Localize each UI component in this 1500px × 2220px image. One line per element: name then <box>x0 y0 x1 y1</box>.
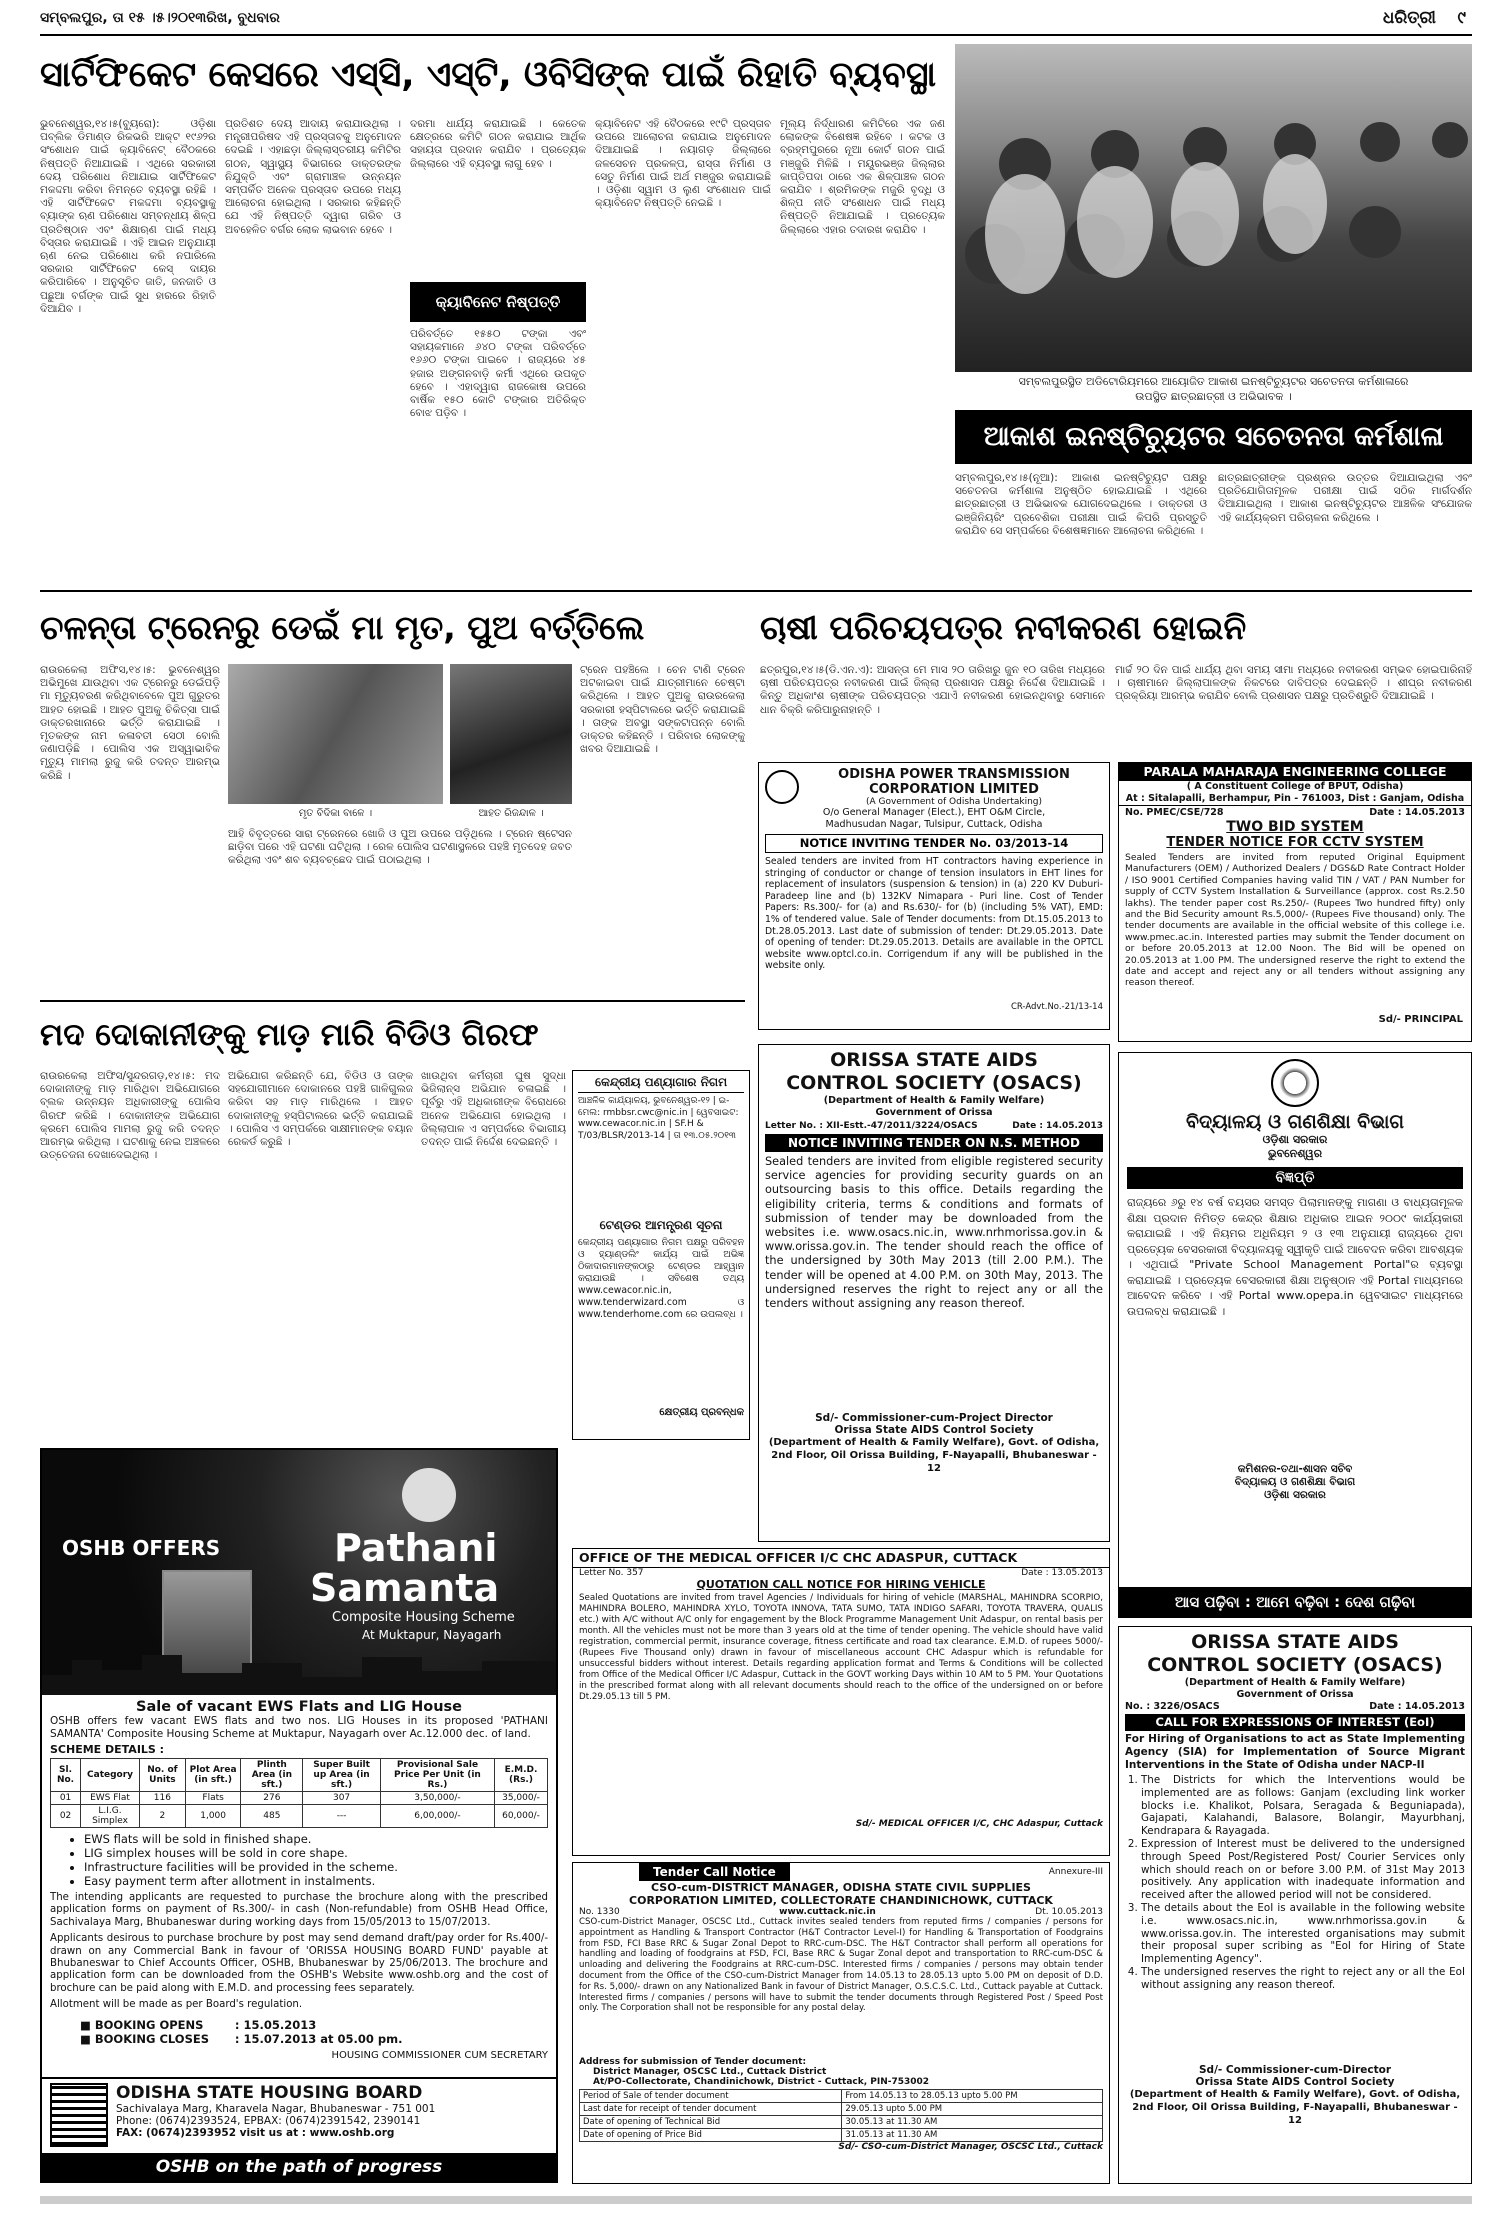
oscsc-schedule-table <box>579 2089 1103 2142</box>
optcl-office1: O/o General Manager (Elect.), EHT O&M Circle, <box>822 807 1046 818</box>
story1-col1: ଭୁବନେଶ୍ୱର,୧୪।୫(ବ୍ୟୁରୋ): ଓଡ଼ିଶା ପବ୍ଲିକ ଡିମାଣ୍ଡ ରିକଭରି ଆକ୍ଟ ୧୯୬୨ର ସଂଶୋଧନ ପାଇଁ କ୍ୟାବିନେଟ୍ ବୈଠକରେ ନିଷ୍ପତ୍ତି ନିଆଯାଇଛି । ଏଥିରେ ସରକାରୀ ଦେୟ ପରିଶୋଧ ନିଆଯାଇ ସାର୍ଟିଫିକେଟ ମକଦ୍ଦମା କରିବା ନିମନ୍ତେ ବ୍ୟବସ୍ଥା ରହିଛି । ଏହି ସାର୍ଟିଫିକେଟ ମକଦ୍ଦମା ବ୍ୟବସ୍ଥାକୁ ବ୍ୟାଙ୍କ ଋଣ ପରିଶୋଧ ସମ୍ବନ୍ଧୀୟ ଶିଳ୍ପ ପ୍ରତିଷ୍ଠାନ ଏବଂ ଶିକ୍ଷାଋଣ ପାଇଁ ମଧ୍ୟ ବିସ୍ତାର କରାଯାଇଛି । ଏହି ଆଇନ ଅନୁଯାୟୀ ଋଣ ନେଇ ପରିଶୋଧ କରି ନପାରିଲେ ସରକାର ସାର୍ଟିଫିକେଟ କେସ୍ ଦାୟର କରିପାରିବେ । ଅନୁସୂଚିତ ଜାତି, ଜନଜାତି ଓ ପଛୁଆ ବର୍ଗଙ୍କ ପାଇଁ ସୁଧ ହାରରେ ରିହାତି ଦିଆଯିବ । <box>40 118 216 315</box>
table-cell: L.I.G. Simplex <box>81 1805 140 1828</box>
oscsc-addr2: At/PO-Collectorate, Chandinichowk, District - Cuttack, PIN-753002 <box>593 2077 930 2087</box>
cwc-sign: କ୍ଷେତ୍ରୀୟ ପ୍ରବନ୍ଧକ <box>659 1407 744 1418</box>
table-row <box>580 2090 1103 2103</box>
table-row <box>51 1792 548 1805</box>
osacs1-notice: NOTICE INVITING TENDER ON N.S. METHOD <box>765 1134 1103 1152</box>
story5-col2: ଅଭିଯୋଗ କରିଛନ୍ତି ଯେ, ବିଡିଓ ଓ ତାଙ୍କ ସହଯୋଗୀମାନେ ଦୋକାନରେ ପହଞ୍ଚି ଗାଳିଗୁଲଜ କରିବା ସହ ମାଡ଼ ମାରିଥିଲେ । ଆହତ ଦୋକାନୀଙ୍କୁ ହସ୍ପିଟାଲରେ ଭର୍ତ୍ତି କରାଯାଇଛି । ପୋଲିସ ଏ ସମ୍ପର୍କରେ ସାକ୍ଷୀମାନଙ୍କ ବୟାନ ରେକର୍ଡ କରୁଛି । <box>228 1070 413 1149</box>
oshb-open-value: 15.05.2013 <box>243 2017 317 2032</box>
table-cell: 3,50,000/- <box>380 1792 494 1805</box>
table-cell: 02 <box>51 1805 81 1828</box>
osacs2-no: No. : 3226/OSACS <box>1125 1701 1220 1712</box>
oshb-banner <box>42 1450 556 1695</box>
oshb-board: ODISHA STATE HOUSING BOARD <box>116 2083 423 2103</box>
list-item: 4. The undersigned reserves the right to reject any or all the EoI without assigning any reason thereof. <box>1141 1966 1465 1992</box>
oscsc-h2: CORPORATION LIMITED, COLLECTORATE CHANDINICHOWK, CUTTACK <box>629 1894 1053 1907</box>
skyline-graphic <box>42 1635 556 1695</box>
oshb-th: No. of Units <box>139 1759 185 1792</box>
osacs2-date: Date : 14.05.2013 <box>1369 1701 1465 1712</box>
table-cell: Period of Sale of tender document <box>580 2090 842 2103</box>
masthead-brand: ଧରିତ୍ରୀ <box>1382 8 1436 28</box>
divider-1 <box>40 590 1472 592</box>
oshb-addr: Sachivalaya Marg, Kharavela Nagar, Bhubaneswar - 751 001 <box>116 2103 436 2115</box>
story4-col2: ମାର୍ଚ୍ଚ ୨୦ ଦିନ ପାଇଁ ଧାର୍ଯ୍ୟ ଥିବା ସମୟ ସୀମା ମଧ୍ୟରେ ନବୀକରଣ ସମ୍ଭବ ହୋଇପାରିନାହିଁ । ଚାଷୀମାନେ ଜିଲ୍ଲାପାଳଙ୍କ ନିକଟରେ ଦାବିପତ୍ର ଦେଇଛନ୍ତି । ଶୀଘ୍ର ନବୀକରଣ ପ୍ରକ୍ରିୟା ଆରମ୍ଭ କରାଯିବ ବୋଲି ପ୍ରଶାସନ ପକ୍ଷରୁ ପ୍ରତିଶ୍ରୁତି ଦିଆଯାଇଛି । <box>1115 664 1472 703</box>
oshb-p3: Allotment will be made as per Board's regulation. <box>50 1999 303 2011</box>
pmec-sign: Sd/- PRINCIPAL <box>1378 1014 1463 1025</box>
pmec-h1: TWO BID SYSTEM <box>1226 819 1364 835</box>
oshb-th: Sl. No. <box>51 1759 81 1792</box>
table-cell: 307 <box>303 1792 381 1805</box>
story1-col5: ମୂଲ୍ୟ ନିର୍ଦ୍ଧାରଣ କମିଟିରେ ଏକ ଜଣ ଲୋକଙ୍କ ବିଶେଷଜ୍ଞ ରହିବେ । କଟକ ଓ ବ୍ରହ୍ମପୁରରେ ନୂଆ କୋର୍ଟ ଗଠନ ପାଇଁ ମଞ୍ଜୁରି ମିଳିଛି । ମୟୂରଭଞ୍ଜ ଜିଲ୍ଲାର କାପ୍ତିପଦା ଠାରେ ଏକ ଶିଳ୍ପାଞ୍ଚଳ ଗଠନ କରାଯିବ । ଶ୍ରମିକଙ୍କ ମଜୁରି ବୃଦ୍ଧି ଓ ଶିଳ୍ପ ନୀତି ସଂଶୋଧନ ପାଇଁ ମଧ୍ୟ ନିଷ୍ପତ୍ତି ନିଆଯାଇଛି । ପ୍ରତ୍ୟେକ ଜିଲ୍ଲାରେ ଏହାର ତଦାରଖ କରାଯିବ । <box>780 118 945 236</box>
oshb-p1: The intending applicants are requested to purchase the brochure along with the prescribed application forms on payment of Rs.300/- in cash (Non-refundable) from OSHB Head Office, Sachivalaya Marg, Bhubaneswar during working days from 15/05/2013 to 15/07/2013. <box>50 1892 548 1928</box>
pmec-title: PARALA MAHARAJA ENGINEERING COLLEGE <box>1119 763 1471 781</box>
optcl-title2: CORPORATION LIMITED <box>869 782 1039 797</box>
bottom-rule <box>40 2196 1472 2204</box>
chc-sign: Sd/- MEDICAL OFFICER I/C, CHC Adaspur, Cuttack <box>855 1819 1103 1829</box>
list-item: 1. The Districts for which the Interventions would be implemented are as follows: Ganjam (excluding link worker blocks i.e. Khalikot, Polsara, Seragada & Beguniapada), Gajapati, Kalahandi, Balasore, Bolangir, Mayurbhanj, Kendrapara & Rayagada. <box>1141 1774 1465 1838</box>
osacs1-gov: Government of Orissa <box>875 1107 993 1118</box>
pmec-h2: TENDER NOTICE FOR CCTV SYSTEM <box>1166 835 1424 850</box>
chc-title: OFFICE OF THE MEDICAL OFFICER I/C CHC ADASPUR, CUTTACK <box>573 1549 1109 1568</box>
oshb-th: Category <box>81 1759 140 1792</box>
vid-title: ବିଦ୍ୟାଳୟ ଓ ଗଣଶିକ୍ଷା ବିଭାଗ <box>1186 1111 1404 1133</box>
oshb-th: Provisional Sale Price Per Unit (in Rs.) <box>380 1759 494 1792</box>
oscsc-addr-h: Address for submission of Tender document: <box>579 2057 807 2067</box>
divider-2 <box>40 1000 745 1002</box>
osacs1-title2: CONTROL SOCIETY (OSACS) <box>786 1072 1082 1094</box>
story2-headline-bar <box>955 410 1472 464</box>
pmec-sub: ( A Constituent College of BPUT, Odisha) <box>1186 781 1404 792</box>
table-cell: Date of opening of Price Bid <box>580 2129 842 2142</box>
story4-headline: ଚାଷୀ ପରିଚୟପତ୍ର ନବୀକରଣ ହୋଇନି <box>760 608 1247 647</box>
oshb-open-label: BOOKING OPENS <box>94 2017 204 2032</box>
story3-col1: ରାଉରକେଲା ଅଫିସ,୧୪।୫: ଭୁବନେଶ୍ୱର ଅଭିମୁଖେ ଯାଉଥିବା ଏକ ଟ୍ରେନରୁ ଡେଇଁପଡ଼ି ମା ମୃତ୍ୟୁବରଣ କରିଥିବାବେଳେ ପୁଅ ଗୁରୁତର ଆହତ ହୋଇଛି । ଆହତ ପୁଅକୁ ଚିକିତ୍ସା ପାଇଁ ଡାକ୍ତରଖାନାରେ ଭର୍ତ୍ତି କରାଯାଇଛି । ମୃତକଙ୍କ ନାମ କଳାବତୀ ସେଠୀ ବୋଲି ଜଣାପଡ଼ିଛି । ପୋଲିସ ଏକ ଅସ୍ୱାଭାବିକ ମୃତ୍ୟୁ ମାମଲା ରୁଜୁ କରି ତଦନ୍ତ ଆରମ୍ଭ କରିଛି । <box>40 664 220 782</box>
vid-s1: କମିଶନର-ତଥା-ଶାସନ ସଚିବ <box>1237 1463 1353 1475</box>
photo1-caption-line1: ସମ୍ବଲପୁରସ୍ଥିତ ଅଡିଟୋରିୟମରେ ଆୟୋଜିତ ଆକାଶ ଇନଷ୍ଟିଚ୍ୟୁଟର ସଚେତନତା କର୍ମଶାଳାରେ <box>1018 375 1409 388</box>
ad-osacs-2 <box>1118 1626 1472 2184</box>
osacs1-letter: Letter No. : XII-Estt.-47/2011/3224/OSACS <box>765 1121 978 1131</box>
ad-osacs-1 <box>758 1044 1110 1542</box>
vid-band: ବିଜ୍ଞପ୍ତି <box>1127 1167 1463 1189</box>
list-item: • EWS flats will be sold in finished shape. <box>84 1832 548 1846</box>
list-item: • Easy payment term after allotment in instalments. <box>84 1874 548 1888</box>
oshb-scheme-table <box>50 1758 548 1828</box>
cwc-h2: ଟେଣ୍ଡର ଆମନ୍ତ୍ରଣ ସୂଚନା <box>599 1218 723 1232</box>
table-cell: 1,000 <box>185 1805 241 1828</box>
photo1-caption-line2: ଉପସ୍ଥିତ ଛାତ୍ରଛାତ୍ରୀ ଓ ଅଭିଭାବକ । <box>1135 390 1292 403</box>
vid-s3: ଓଡ଼ିଶା ସରକାର <box>1264 1489 1326 1501</box>
oshb-name1: Pathani <box>334 1526 498 1570</box>
caption-injured: ଆହତ ରିଜନ୍ଦାଳ । <box>478 808 544 819</box>
masthead-date: ସମ୍ବଲପୁର, ତା ୧୫ ।୫।୨୦୧୩ରିଖ, ବୁଧବାର <box>40 10 280 26</box>
optcl-body: Sealed tenders are invited from HT contractors having experience in stringing of conductor or change of tension insulators in EHT lines for replacement of insulators (suspension & tension) in (a) 220 KV Duburi-Paradeep line and (b) 132KV Nimapara - Puri line. Cost of Tender Papers: Rs.300/- for (a) and Rs.630/- for (b) (including 5% VAT), EMD: 1% of tendered value. Sale of Tender documents: from Dt.15.05.2013 to Dt.28.05.2013. Last date of submission of tender: Dt.29.05.2013. Date of opening of tender: Dt.29.05.2013. Details are available in the OPTCL website www.optcl.co.in. Corrigendum if any will be published in the website only. <box>765 856 1103 972</box>
osacs2-items <box>1125 1774 1465 2060</box>
oshb-sec: HOUSING COMMISSIONER CUM SECRETARY <box>331 2049 548 2061</box>
list-item: 2. Expression of Interest must be delivered to the undersigned through Speed Post/Registered Post/ Courier Services only which should reach on or before 3.00 P.M. of 31st May 2013 positively. Any application with inadequate information and received after the allowed period will not be considered. <box>1141 1838 1465 1902</box>
bullet-icon: ■ <box>80 2017 95 2032</box>
masthead <box>40 6 1472 32</box>
osacs1-title1: ORISSA STATE AIDS <box>830 1049 1038 1071</box>
oscsc-title: Tender Call Notice <box>639 1863 790 1881</box>
pmec-body: Sealed Tenders are invited from reputed Original Equipment Manufacturers (OEM) / Authorized Dealers / DGS&D Rate Contract Holder / ISO 9001 Certified Companies having valid TIN / VAT / PAN Number for supply of CCTV System Installation & Surveillance (approx. cost Rs.2.50 lakhs). The tender paper cost Rs.250/- (Rupees Two hundred fifty) only and the Bid Security amount Rs.5,000/- (Rupees Five thousand) only. The tender documents are available in the official website of this college i.e. www.pmec.ac.in. Interested parties may submit the Tender document on or before 20.05.2013 at 12.00 Noon. The Bid will be opened on 20.05.2013 at 1.00 PM. The undersigned reserve the right to extend the date and accept and reject any or all tenders without assigning any reason thereof. <box>1125 852 1465 989</box>
chc-notice: QUOTATION CALL NOTICE FOR HIRING VEHICLE <box>696 1578 986 1591</box>
table-cell: 01 <box>51 1792 81 1805</box>
story4-col1: ଛତ୍ରପୁର,୧୪।୫(ଡି.ଏନ.ଏ): ଆସନ୍ତା ମେ ମାସ ୨୦ ତାରିଖରୁ ଜୁନ ୧୦ ତାରିଖ ମଧ୍ୟରେ ଚାଷୀ ପରିଚୟପତ୍ର ନବୀକରଣ ପାଇଁ ଜିଲ୍ଲା ପ୍ରଶାସନ ପକ୍ଷରୁ ନିର୍ଦ୍ଦେଶ ଦିଆଯାଇଛି । କିନ୍ତୁ ଅଧିକାଂଶ ଚାଷୀଙ୍କ ପରିଚୟପତ୍ର ଏଯାଏଁ ନବୀକରଣ ହୋଇନଥିବାରୁ ସେମାନେ ଧାନ ବିକ୍ରି କରିପାରୁନାହାନ୍ତି । <box>760 664 1105 716</box>
story1-col2: ପ୍ରତିଶତ ଦେୟ ଆଦାୟ କରାଯାଉଥିଲା । ମନ୍ତ୍ରୀପରିଷଦ ଏହି ପ୍ରସ୍ତାବକୁ ଅନୁମୋଦନ ଦେଇଛି । ଏହାଛଡ଼ା ଜିଲ୍ଲାସ୍ତରୀୟ କମିଟିର ଗଠନ, ସ୍ୱାସ୍ଥ୍ୟ ବିଭାଗରେ ଡାକ୍ତରଙ୍କ ନିଯୁକ୍ତି ଏବଂ ଗ୍ରାମାଞ୍ଚଳ ଉନ୍ନୟନ ସମ୍ପର୍କିତ ଅନେକ ପ୍ରସ୍ତାବ ଉପରେ ମଧ୍ୟ ଆଲୋଚନା ହୋଇଥିଲା । ସରକାର କହିଛନ୍ତି ଯେ ଏହି ନିଷ୍ପତ୍ତି ଦ୍ୱାରା ଗରିବ ଓ ଅବହେଳିତ ବର୍ଗର ଲୋକ ଲାଭବାନ ହେବେ । <box>225 118 401 236</box>
story1-col4: କ୍ୟାବିନେଟ ଏହି ବୈଠକରେ ୧୯ଟି ପ୍ରସ୍ତାବ ଉପରେ ଆଲୋଚନା କରାଯାଇ ଅନୁମୋଦନ ଦିଆଯାଇଛି । ନୟାଗଡ଼ ଜିଲ୍ଲାରେ ଜଳସେଚନ ପ୍ରକଳ୍ପ, ରାସ୍ତା ନିର୍ମାଣ ଓ ସେତୁ ନିର୍ମାଣ ପାଇଁ ଅର୍ଥ ମଞ୍ଜୁର କରାଯାଇଛି । ଓଡ଼ିଶା ସ୍ୱାମ ଓ ଲୁଣ ସଂଶୋଧନ ପାଇଁ କ୍ୟାବିନେଟ ନିଷ୍ପତ୍ତି ନେଇଛି । <box>595 118 771 210</box>
table-cell: 276 <box>241 1792 303 1805</box>
ad-pmec <box>1118 762 1472 1042</box>
chc-body: Sealed Quotations are invited from travel Agencies / Individuals for hiring of vehicle (MARSHAL, MAHINDRA SCORPIO, MAHINDRA BOLERO, MAHINDRA XYLO, TOYOTA INNOVA, TATA SUMO, TATA INDIGO SAFARI, TOYOTA TRAVERA, QUALIS etc.) with A/C without A/C only for engagement by the Block Programme Management Unit Adaspur, on rental basis per month. All the vehicles must not be more than 3 years old at the time of tender opening. The vehicle should have valid registration, commercial permit, insurance coverage, fitness certificate and road tax clearance. E.M.D. of rupees 5000/- (Rupees Five Thousand only) drawn in favour of miscellaneous account CHC Adaspur which is refundable for unsuccessful bidders without interest. Details regarding application format and Terms & Conditions will be collected from Office of the Medical Officer I/C Adaspur, Cuttack in the GOVT working Days within 10 AM to 5 PM. Your Quotations in the prescribed format along with all relevant documents should reach to the office of the undersigned on or before Dt.29.05.13 till 5 PM. <box>579 1593 1103 1702</box>
oshb-th: Super Built up Area (in sft.) <box>303 1759 381 1792</box>
table-row <box>580 2103 1103 2116</box>
table-row <box>580 2116 1103 2129</box>
table-cell: 2 <box>139 1805 185 1828</box>
oshb-table-header <box>51 1759 548 1792</box>
table-cell: EWS Flat <box>81 1792 140 1805</box>
table-cell: Date of opening of Technical Bid <box>580 2116 842 2129</box>
table-cell: 30.05.13 at 11.30 AM <box>842 2116 1103 2129</box>
oshb-logo-icon <box>50 2083 108 2147</box>
ad-cwc <box>572 1070 750 1440</box>
bullet-icon: ■ <box>80 2031 95 2046</box>
story5-col1: ରାଉରକେଲା ଅଫିସ/ସୁନ୍ଦରଗଡ଼,୧୪।୫: ମଦ ଦୋକାନୀଙ୍କୁ ମାଡ଼ ମାରିଥିବା ଅଭିଯୋଗରେ ବ୍ଲକ ଉନ୍ନୟନ ଅଧିକାରୀଙ୍କୁ ପୋଲିସ ଗିରଫ କରିଛି । ଦୋକାନୀଙ୍କ ଅଭିଯୋଗ କ୍ରମେ ପୋଲିସ ମାମଲା ରୁଜୁ କରି ତଦନ୍ତ ଆରମ୍ଭ କରିଥିଲା । ଘଟଣାକୁ ନେଇ ଅଞ୍ଚଳରେ ଉତ୍ତେଜନା ଦେଖାଦେଇଥିଲା । <box>40 1070 220 1162</box>
ad-oshb: OSHB OFFERS Pathani Samanta Composite Housing Scheme At Muktapur, Nayagarh Sale of vacant EWS Flats and LIG House OSHB offers few vacant EWS flats and two nos. LIG Houses in its proposed 'PATHANI SAMANTA' Composite Housing Scheme at Muktapur, Nayagarh over Ac.12.000 dec. of land. SCHEME DETAILS : Sl. No. Category No. of Units Plot Area (in sft.) Plinth Area (in sft.) Super Built up Area (in sft.) Provisional Sale Price Per Unit (in Rs.) E.M.D. (Rs.) 01 EWS Flat 116 Flats 276 307 3,50,000/- 35,000/- 02 L.I.G. Simplex 2 1,000 485 --- 6,00,000/- 60,000/- • EWS flats will be sold in finished shape. • LIG simplex houses will be sold in core shape. • Infrastructure facilities will be provided in the scheme. • Easy payment term after allotment in instalments. The intending applicants are requested to purchase the brochure along with the prescribed application forms on payment of Rs.300/- in cash (Non-refundable) from OSHB Head Office, Sachivalaya Marg, Bhubaneswar during working days from 15/05/2013 to 15/07/2013. Applicants desirous to purchase brochure by post may send demand draft/pay order for Rs.400/- drawn on any Commercial Bank in favour of 'ORISSA HOUSING BOARD FUND' payable at Bhubaneswar to Chief Accounts Officer, OSHB, Bhubaneswar by 25/06/2013. The brochure and application form can be downloaded from the OSHB's Website www.oshb.org and the cost of brochure can be paid along with E.M.D. and processing fees separately. Allotment will be made as per Board's regulation. ■ BOOKING OPENS : 15.05.2013 ■ BOOKING CLOSES : 15.07.2013 at 05.00 pm. HOUSING COMMISSIONER CUM SECRETARY ODISHA STATE HOUSING BOARD Sachivalaya Marg, Kharavela Nagar, Bhubaneswar - 751 001 Phone: (0674)2393524, EPBAX: (0674)2391542, 2390141 FAX: (0674)2393952 visit us at : www.oshb.org OSHB on the path of progress <box>40 1448 558 2183</box>
photo1-caption <box>955 374 1472 406</box>
photo-deceased <box>228 664 443 804</box>
ad-oscsc <box>572 1862 1110 2184</box>
story1-col3: ଦରମା ଧାର୍ଯ୍ୟ କରାଯାଇଛି । କେତେକ କ୍ଷେତ୍ରରେ କମିଟି ଗଠନ କରାଯାଇ ଆର୍ଥିକ ସହାୟତା ପ୍ରଦାନ କରାଯିବ । ପ୍ରତ୍ୟେକ ଜିଲ୍ଲାରେ ଏହି ବ୍ୟବସ୍ଥା ଲାଗୁ ହେବ । <box>410 118 586 170</box>
oshb-name2: Samanta <box>310 1566 500 1610</box>
story3-col2: ଆହି ବିବୃତ୍ତରେ ସାରା ଟ୍ରେନରେ ଖୋଜି ଓ ପୁଅ ଉପରେ ପଡ଼ିଥିଲେ । ଟ୍ରେନ ଷ୍ଟେସନ ଛାଡ଼ିବା ପରେ ଏହି ଘଟଣା ଘଟିଥିଲା । ରେଳ ପୋଲିସ ଘଟଣାସ୍ଥଳରେ ପହଞ୍ଚି ମୃତଦେହ ଜବତ କରିଥିଲା ଏବଂ ଶବ ବ୍ୟବଚ୍ଛେଦ ପାଇଁ ପଠାଇଥିଲା । <box>228 828 572 867</box>
list-item: 3. The details about the EoI is available in the following website i.e. www.osacs.nic.in, www.nrhmorissa.gov.in & www.orissa.gov.in. The interested organisations may submit their proposal super scribing as "EoI for Hiring of State Implementing Agency". <box>1141 1902 1465 1966</box>
vid-s2: ବିଦ୍ୟାଳୟ ଓ ଗଣଶିକ୍ଷା ବିଭାଗ <box>1234 1476 1356 1488</box>
pmec-no: No. PMEC/CSE/728 <box>1125 807 1224 818</box>
osacs1-s3: (Department of Health & Family Welfare), Govt. of Odisha, 2nd Floor, Oil Orissa Building, F-Nayapalli, Bhubaneswar - 12 <box>768 1437 1100 1474</box>
table-cell: 35,000/- <box>495 1792 548 1805</box>
vid-sub1: ଓଡ଼ିଶା ସରକାର <box>1262 1133 1328 1146</box>
oscsc-sign: Sd/- CSO-cum-District Manager, OSCSC Ltd., Cuttack <box>838 2142 1103 2152</box>
odisha-emblem-icon <box>1271 1059 1319 1107</box>
oshb-close-label: BOOKING CLOSES <box>94 2031 210 2046</box>
oshb-offers: OSHB OFFERS <box>62 1536 221 1560</box>
moon-icon <box>402 1468 456 1522</box>
story3-col3: ଟ୍ରେନ ପହଞ୍ଚିଲେ । ଚେନ ଟାଣି ଟ୍ରେନ ଅଟକାଇବା ପାଇଁ ଯାତ୍ରୀମାନେ ଚେଷ୍ଟା କରିଥିଲେ । ଆହତ ପୁଅକୁ ରାଉରକେଲା ସରକାରୀ ହସ୍ପିଟାଲରେ ଭର୍ତ୍ତି କରାଯାଇଛି । ତାଙ୍କ ଅବସ୍ଥା ସଙ୍କଟାପନ୍ନ ବୋଲି ଡାକ୍ତର କହିଛନ୍ତି । ପରିବାର ଲୋକଙ୍କୁ ଖବର ଦିଆଯାଇଛି । <box>580 664 745 756</box>
table-cell: Flats <box>185 1792 241 1805</box>
oscsc-annex: Annexure-III <box>1048 1867 1103 1877</box>
story3-headline: ଚଳନ୍ତା ଟ୍ରେନରୁ ଡେଇଁ ମା ମୃତ, ପୁଅ ବର୍ତ୍ତିଲେ <box>40 608 645 647</box>
ad-vidyalaya <box>1118 1052 1472 1618</box>
chc-date: Date : 13.05.2013 <box>1021 1568 1103 1578</box>
caption-deceased: ମୃତ ବିଦିକା ବାଳେ । <box>298 808 373 819</box>
chc-letter: Letter No. 357 <box>579 1568 644 1578</box>
table-row <box>51 1805 548 1828</box>
osacs2-dept: (Department of Health & Family Welfare) <box>1184 1677 1406 1688</box>
story1-subhead <box>410 282 586 322</box>
optcl-title1: ODISHA POWER TRANSMISSION <box>838 767 1070 782</box>
oshb-scheme: Composite Housing Scheme <box>332 1610 515 1625</box>
table-cell: 29.05.13 upto 5.00 PM <box>842 2103 1103 2116</box>
osacs2-title2: CONTROL SOCIETY (OSACS) <box>1147 1654 1443 1676</box>
story2-headline: ଆକାଶ ଇନଷ୍ଟିଚ୍ୟୁଟର ସଚେତନତା କର୍ମଶାଳା <box>983 421 1444 452</box>
story2-col2: ଛାତ୍ରଛାତ୍ରୀଙ୍କ ପ୍ରଶ୍ନର ଉତ୍ତର ଦିଆଯାଇଥିଲା ଏବଂ ପ୍ରତିଯୋଗିତାମୂଳକ ପରୀକ୍ଷା ପାଇଁ ସଠିକ ମାର୍ଗଦର୍ଶନ ଦିଆଯାଇଥିଲା । ଆକାଶ ଇନଷ୍ଟିଚ୍ୟୁଟର ଆଞ୍ଚଳିକ ସଂଯୋଜକ ଏହି କାର୍ଯ୍ୟକ୍ରମ ପରିଚାଳନା କରିଥିଲେ । <box>1218 472 1472 524</box>
osacs1-s2: Orissa State AIDS Control Society <box>834 1424 1034 1436</box>
osacs1-s1: Sd/- Commissioner-cum-Project Director <box>815 1412 1053 1424</box>
ad-optcl <box>758 762 1110 1030</box>
story1-headline: ସାର୍ଟିଫିକେଟ କେସରେ ଏସ୍‌ସି, ଏସ୍‌ଟି, ଓବିସିଙ୍କ ପାଇଁ ରିହାତି ବ୍ୟବସ୍ଥା <box>40 55 937 95</box>
oshb-fax: FAX: (0674)2393952 visit us at : www.oshb.org <box>116 2127 395 2139</box>
oscsc-dt: Dt. 10.05.2013 <box>1035 1907 1103 1917</box>
oshb-bullets <box>50 1832 548 1888</box>
optcl-ref: CR-Advt.No.-21/13-14 <box>1010 1002 1103 1012</box>
masthead-rule <box>40 34 1472 36</box>
table-cell: 60,000/- <box>495 1805 548 1828</box>
optcl-office2: Madhusudan Nagar, Tulsipur, Cuttack, Odisha <box>825 819 1043 830</box>
osacs2-title1: ORISSA STATE AIDS <box>1191 1631 1399 1653</box>
oscsc-web: www.cuttack.nic.in <box>779 1907 876 1917</box>
story2-col1: ସମ୍ବଲପୁର,୧୪।୫(ନୂଆ): ଆକାଶ ଇନଷ୍ଟିଚ୍ୟୁଟ ପକ୍ଷରୁ ସଚେତନତା କର୍ମଶାଳା ଅନୁଷ୍ଠିତ ହୋଇଯାଇଛି । ଏଥିରେ ଛାତ୍ରଛାତ୍ରୀ ଓ ଅଭିଭାବକ ଯୋଗଦେଇଥିଲେ । ଡାକ୍ତରୀ ଓ ଇଞ୍ଜିନିୟରିଂ ପ୍ରବେଶିକା ପରୀକ୍ଷା ପାଇଁ କିପରି ପ୍ରସ୍ତୁତି କରାଯିବ ସେ ସମ୍ପର୍କରେ ବିଶେଷଜ୍ଞମାନେ ଆଲୋଚନା କରିଥିଲେ । <box>955 472 1207 537</box>
osacs2-s2: Orissa State AIDS Control Society <box>1195 2076 1395 2088</box>
table-cell: From 14.05.13 to 28.05.13 upto 5.00 PM <box>842 2090 1103 2103</box>
oshb-sale: Sale of vacant EWS Flats and LIG House <box>136 1699 462 1715</box>
table-cell: 31.05.13 at 11.30 AM <box>842 2129 1103 2142</box>
table-cell: 485 <box>241 1805 303 1828</box>
oscsc-addr1: District Manager, OSCSC Ltd., Cuttack District <box>593 2067 827 2077</box>
oshb-close-value: 15.07.2013 at 05.00 pm. <box>243 2031 403 2046</box>
osacs2-gov: Government of Orissa <box>1236 1689 1354 1700</box>
page-number: ୯ <box>1457 8 1466 28</box>
cwc-body: ଆଞ୍ଚଳିକ କାର୍ଯ୍ୟାଳୟ, ଭୁବନେଶ୍ୱର-୧୨ | ଇ-ମେଲ: rmbbsr.cwc@nic.in | ୱେବସାଇଟ: www.cewacor.nic.in | SF.H & T/03/BLSR/2013-14 | ତା ୧୩.୦୫.୨୦୧୩ <box>578 1096 739 1141</box>
photo-workshop <box>955 44 1472 372</box>
story5-headline: ମଦ ଦୋକାନୀଙ୍କୁ ମାଡ଼ ମାରି ବିଡିଓ ଗିରଫ <box>40 1017 539 1053</box>
osacs2-band: CALL FOR EXPRESSIONS OF INTEREST (EoI) <box>1125 1714 1465 1731</box>
oscsc-body: CSO-cum-District Manager, OSCSC Ltd., Cuttack invites sealed tenders from reputed firms / companies / persons for appointment as Handling & Transport Contractor (H&T Contractor Level-I) for Handling & Transportation of Foodgrains from FSD, FCI Base RRC & Sugar Zonal Depot to RRC-cum-DSC. The H&T Contractor shall perform all operations for handling and loading of foodgrains at FSD, FCI, Base RRC & Sugar Zonal depot and transportation to RRC-cum-DSC & unloading and delivering the Foodgrains at RRC-cum-DSC. Interested firms / companies / persons may obtain tender document from the Office of the CSO-cum-District Manager from 14.05.13 to 28.05.13 upto 5.00 PM on deposit of D.D. for Rs. 5,000/- drawn on any Nationalized Bank in favour of District Manager, O.S.C.S.C. Ltd., Cuttack payable at Cuttack. Interested firms / companies / persons will have to submit the tender documents through Registered Post / Speed Post only. The Corporation shall not be responsible for any postal delay. <box>579 1917 1103 2014</box>
ad-chc <box>572 1548 1110 1856</box>
table-cell: 6,00,000/- <box>380 1805 494 1828</box>
oshb-th: E.M.D. (Rs.) <box>495 1759 548 1792</box>
oshb-th: Plinth Area (in sft.) <box>241 1759 303 1792</box>
oshb-intro: OSHB offers few vacant EWS flats and two nos. LIG Houses in its proposed 'PATHANI SAMANTA' Composite Housing Scheme at Muktapur, Nayagarh over Ac.12.000 dec. of land. <box>50 1715 548 1740</box>
list-item: • LIG simplex houses will be sold in core shape. <box>84 1846 548 1860</box>
story5-col3: ଖାଉଥିବା କର୍ମଚାରୀ ଘୁଷ ସୁଦ୍ଧା ଭିଜିଲାନ୍ସ ଅଭିଯାନ ଚଳାଇଛି । ପୂର୍ବରୁ ଏହି ଅଧିକାରୀଙ୍କ ବିରୋଧରେ ଅନେକ ଅଭିଯୋଗ ହୋଇଥିଲା । ଜିଲ୍ଲାପାଳ ଏ ସମ୍ପର୍କରେ ବିଭାଗୀୟ ତଦନ୍ତ ପାଇଁ ନିର୍ଦ୍ଦେଶ ଦେଇଛନ୍ତି । <box>421 1070 566 1149</box>
oshb-phone: Phone: (0674)2393524, EPBAX: (0674)2391542, 2390141 <box>116 2115 421 2127</box>
vid-body: ରାଜ୍ୟରେ ୬ରୁ ୧୪ ବର୍ଷ ବୟସର ସମସ୍ତ ପିଲାମାନଙ୍କୁ ମାଗଣା ଓ ବାଧ୍ୟତାମୂଳକ ଶିକ୍ଷା ପ୍ରଦାନ ନିମିତ୍ତ କେନ୍ଦ୍ର ଶିକ୍ଷାର ଅଧିକାର ଆଇନ ୨୦୦୯ କାର୍ଯ୍ୟକାରୀ କରାଯାଇଛି । ଏହି ନିୟମର ଅଧିନିୟମ ୨ ଓ ୧୩ ଅନୁଯାୟୀ ରାଜ୍ୟରେ ଥିବା ପ୍ରତ୍ୟେକ ବେସରକାରୀ ବିଦ୍ୟାଳୟକୁ ସ୍ୱୀକୃତି ପାଇଁ ଆବେଦନ କରିବା ଆବଶ୍ୟକ । ଏଥିପାଇଁ "Private School Management Portal"ର ବ୍ୟବସ୍ଥା କରାଯାଇଛି । ପ୍ରତ୍ୟେକ ବେସରକାରୀ ଶିକ୍ଷା ଅନୁଷ୍ଠାନ ଏହି Portal ମାଧ୍ୟମରେ ଆବେଦନ କରିବେ । ଏହି Portal www.opepa.in ୱେବସାଇଟ ମାଧ୍ୟମରେ ଉପଲବ୍ଧ କରାଯାଇଛି । <box>1127 1196 1463 1318</box>
optcl-sub: (A Government of Odisha Undertaking) <box>865 797 1043 807</box>
optcl-notice: NOTICE INVITING TENDER No. 03/2013-14 <box>765 834 1103 853</box>
vid-sub2: ଭୁବନେଶ୍ୱର <box>1267 1147 1323 1160</box>
osacs2-intro: For Hiring of Organisations to act as State Implementing Agency (SIA) for Implementation of Source Migrant Interventions in the State of Odisha under NACP-II <box>1125 1733 1465 1771</box>
table-cell: 116 <box>139 1792 185 1805</box>
table-row <box>580 2129 1103 2142</box>
oshb-th: Plot Area (in sft.) <box>185 1759 241 1792</box>
photo-injured <box>450 664 572 804</box>
oshb-p2: Applicants desirous to purchase brochure by post may send demand draft/pay order for Rs.400/- drawn on any Commercial Bank in favour of 'ORISSA HOUSING BOARD FUND' payable at Bhubaneswar to Chief Accounts Officer, OSHB, Bhubaneswar by 25/06/2013. The brochure and application form can be downloaded from the OSHB's Website www.oshb.org and the cost of brochure can be paid along with E.M.D. and processing fees separately. <box>50 1933 548 1994</box>
osacs1-dept: (Department of Health & Family Welfare) <box>823 1095 1045 1106</box>
list-item: • Infrastructure facilities will be provided in the scheme. <box>84 1860 548 1874</box>
oshb-loc: At Muktapur, Nayagarh <box>362 1628 502 1642</box>
osacs2-s1: Sd/- Commissioner-cum-Director <box>1198 2064 1392 2076</box>
story1-col3b: ପରିବର୍ତ୍ତେ ୧୫୫୦ ଟଙ୍କା ଏବଂ ସହାୟକମାନେ ୬୪୦ ଟଙ୍କା ପରିବର୍ତ୍ତେ ୧୬୬୦ ଟଙ୍କା ପାଇବେ । ରାଜ୍ୟରେ ୪୫ ହଜାର ଅଙ୍ଗନବାଡ଼ି କର୍ମୀ ଏଥିରେ ଉପକୃତ ହେବେ । ଏହାଦ୍ୱାରା ରାଜକୋଷ ଉପରେ ବାର୍ଷିକ ୧୫୦ କୋଟି ଟଙ୍କାର ଅତିରିକ୍ତ ବୋଝ ପଡ଼ିବ । <box>410 328 586 420</box>
table-cell: Last date for receipt of tender document <box>580 2103 842 2116</box>
oscsc-no: No. 1330 <box>579 1907 620 1917</box>
osacs1-date: Date : 14.05.2013 <box>1012 1121 1103 1131</box>
optcl-logo-icon <box>765 770 799 804</box>
table-cell: --- <box>303 1805 381 1828</box>
story1-subhead-text: କ୍ୟାବିନେଟ ନିଷ୍ପତ୍ତି <box>435 293 561 311</box>
oshb-scheme-head: SCHEME DETAILS : <box>50 1743 165 1756</box>
cwc-body2: କେନ୍ଦ୍ରୀୟ ପଣ୍ୟାଗାର ନିଗମ ପକ୍ଷରୁ ପରିବହନ ଓ ହ୍ୟାଣ୍ଡଲିଂ କାର୍ଯ୍ୟ ପାଇଁ ଅଭିଜ୍ଞ ଠିକାଦାରମାନଙ୍କଠାରୁ ଟେଣ୍ଡର ଆହ୍ୱାନ କରାଯାଉଛି । ସବିଶେଷ ତଥ୍ୟ www.cewacor.nic.in, www.tenderwizard.com ଓ www.tenderhome.com ରେ ଉପଲବ୍ଧ । <box>578 1237 744 1320</box>
oshb-footer: OSHB on the path of progress <box>42 2153 556 2181</box>
vid-slogan: ଆସ ପଢ଼ିବା : ଆମେ ବଢ଼ିବା : ଦେଶ ଗଢ଼ିବା <box>1119 1587 1471 1617</box>
pmec-date: Date : 14.05.2013 <box>1369 807 1465 818</box>
pmec-addr: At : Sitalapalli, Berhampur, Pin - 761003, Dist : Ganjam, Odisha <box>1119 793 1471 806</box>
oscsc-h1: CSO-cum-DISTRICT MANAGER, ODISHA STATE CIVIL SUPPLIES <box>651 1881 1031 1894</box>
osacs1-body: Sealed tenders are invited from eligible registered security service agencies for providing security guards on an outsourcing basis to this office. Details regarding the eligibility criteria, terms & conditions and formats of submission of tender may be downloaded from the websites i.e. www.osacs.nic.in, www.nrhmorissa.gov.in & www.orissa.gov.in. The tender should reach the office of the undersigned by 30th May 2013 (till 2.00 P.M.). The tender will be opened at 4.00 P.M. on 30th May, 2013. The undersigned reserves the right to reject any or all the tenders without assigning any reason thereof. <box>765 1155 1103 1311</box>
photo-crowd <box>955 44 1472 372</box>
cwc-title: କେନ୍ଦ୍ରୀୟ ପଣ୍ୟାଗାର ନିଗମ <box>578 1075 744 1093</box>
osacs2-s3: (Department of Health & Family Welfare), Govt. of Odisha, 2nd Floor, Oil Orissa Building, F-Nayapalli, Bhubaneswar - 12 <box>1129 2089 1461 2126</box>
